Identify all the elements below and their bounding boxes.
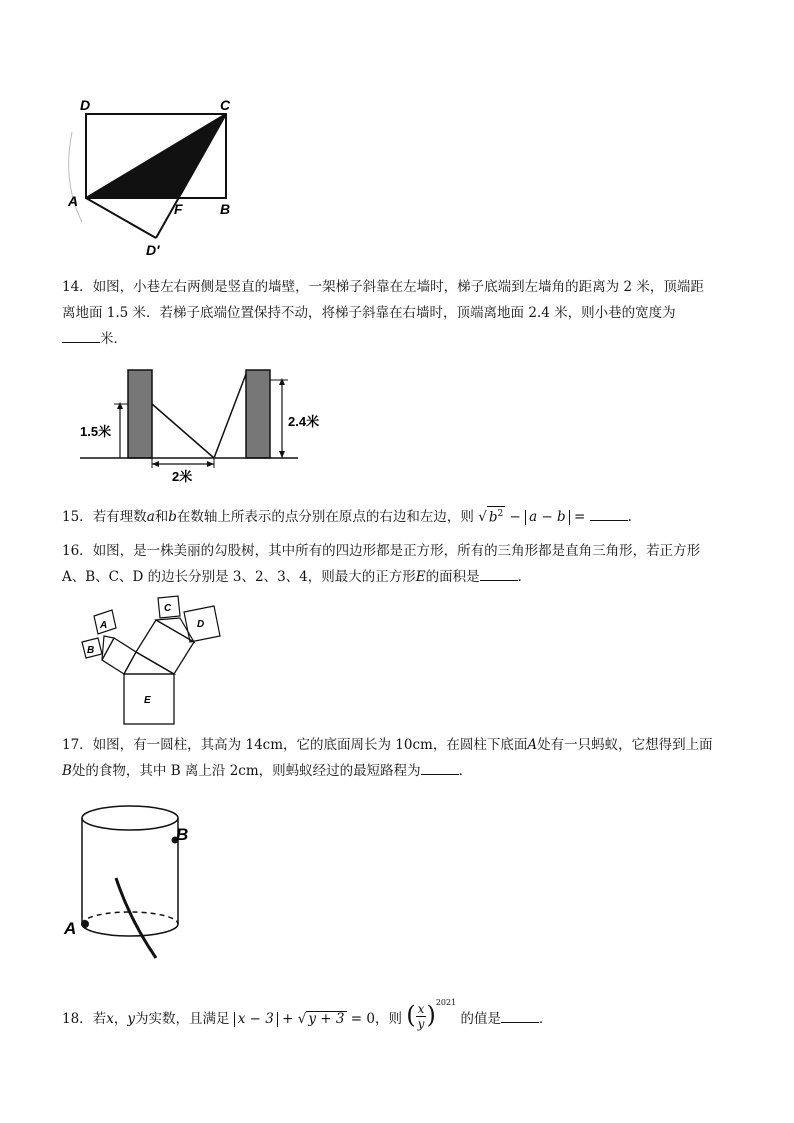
figure-17-cylinder [60,800,210,965]
label-b: B [176,825,189,844]
q15-text: 在数轴上所表示的点分别在原点的右边和左边，则 [176,509,474,525]
q16-answer-blank[interactable] [480,566,518,581]
q17-text-line1-post: 处有一只蚂蚁，它想得到上面 [537,737,713,753]
question-18 [62,986,734,1036]
right-wall [246,370,270,458]
arrow-head [279,451,285,458]
q15-equals: = [574,509,586,525]
segment-ad-prime [86,198,156,238]
label-e: E [144,695,151,706]
label-d: D [80,97,91,113]
q15-abs-expr: a − b [525,510,570,525]
q18-end: ． [538,1011,553,1027]
q15-var-a: a [146,509,155,525]
q18-power-expression: ( $\frac{x}{y}$ )$^{2021}$ [406,998,457,1031]
triangle-right [156,618,194,642]
q15-var-b: b [168,509,177,525]
q16-text-line1: 如图，是一株美丽的勾股树，其中所有的四边形都是正方形，所有的三角形都是直角三角形，若正方形 [92,543,701,559]
q18-comma: ， [113,1011,128,1027]
q18-text: ，则 [375,1011,402,1027]
q16-text-line2: A、B、C、D 的边长分别是 3、2、3、4，则最大的正方形 [62,569,416,585]
q17-number: 17． [62,737,93,753]
triangle-left [102,636,114,660]
q15-answer-blank[interactable] [590,506,628,521]
q18-equation: x − 3 + √ y + 3 = 0 [234,1011,375,1027]
q18-exponent: 2021 [435,998,457,1007]
figure-13-rectangle [62,92,262,267]
q15-number: 15． [62,509,93,525]
arrow-head [207,461,214,467]
label-right-height: 2.4米 [288,414,320,429]
figure-16-pythagoras-tree [76,590,236,726]
q18-text: 若 [92,1011,107,1027]
q14-line3 [62,326,734,352]
point-a [81,920,89,928]
arrow-head [117,402,123,409]
q17-text-line2: 处的食物，其中 B 离上沿 2cm，则蚂蚁经过的最短路程为 [71,763,421,779]
q14-answer-blank[interactable] [62,328,100,343]
q14-line2: 离地面 1.5 米．若梯子底端位置保持不动，将梯子斜靠在右墙时，顶端离地面 2.4 米，则小巷的宽度为 [62,305,676,321]
left-wall [128,370,152,458]
figure-14-alley [74,360,334,490]
label-f: F [174,201,183,217]
question-14 [62,274,734,352]
label-d-prime: D′ [146,242,160,258]
q16-line1 [62,538,734,564]
q16-end: ． [517,569,532,585]
q14-suffix: 米． [100,331,127,347]
label-a: A [64,919,77,938]
q18-sqrt-expr: y + 3 [308,1011,345,1027]
q18-var-x: x [106,1011,114,1027]
q18-text: 为实数，且满足 [134,1011,230,1027]
q18-frac-num: x [417,1002,425,1016]
q15-sqrt-exp: 2 [497,508,504,519]
q17-var-b: B [62,763,72,779]
q15-minus: − [509,509,521,525]
arrow-head [152,461,159,467]
ladder-left [152,404,214,458]
q18-answer-blank[interactable] [501,1008,539,1023]
q17-line2 [62,758,734,784]
q16-number: 16． [62,543,93,559]
q17-var-a: A [527,737,538,753]
question-15 [62,504,734,530]
q14-number: 14． [62,279,93,295]
label-c: C [220,97,231,113]
q15-sqrt-base: b [488,509,498,525]
q16-var-e: E [415,569,426,585]
q18-number: 18． [62,1011,93,1027]
label-a: A [68,193,79,209]
triangle-base [124,652,174,674]
square-left-mid [102,638,136,674]
label-a: A [100,620,108,631]
cylinder-bottom-front [82,924,178,936]
label-b: B [220,201,231,217]
q18-abs-expr: x − 3 [234,1012,278,1027]
cylinder-top [82,806,178,830]
q17-line1 [62,732,734,758]
label-bottom-distance: 2米 [172,469,193,484]
q18-text-post: 的值是 [460,1011,501,1027]
q16-line2 [62,564,734,590]
q18-var-y: y [127,1011,135,1027]
q15-expression: √ $b^2 - a - b$ = [478,509,585,525]
q15-end: . [627,509,632,525]
question-16 [62,538,734,590]
q14-text-line1: 如图，小巷左右两侧是竖直的墙壁，一架梯子斜靠在左墙时，梯子底端到左墙角的距离为 2 米，顶端距 [92,279,704,295]
ladder-right [214,374,246,458]
question-17 [62,732,734,784]
q18-plus: + [282,1011,294,1027]
q15-text: 和 [154,509,169,525]
q18-frac-den: y [417,1017,425,1031]
q16-text-line2-post: 的面积是 [425,569,480,585]
q14-line1 [62,274,734,300]
label-d: D [197,619,205,630]
q15-text: 若有理数 [92,509,147,525]
q17-text-line1: 如图，有一圆柱，其高为 14cm，它的底面周长为 10cm，在圆柱下底面 [92,737,528,753]
arrow-head [279,378,285,385]
q17-end: ． [458,763,473,779]
q18-eq-zero: = 0 [350,1011,375,1027]
label-c: C [164,603,172,614]
ant-path-stroke [116,878,156,958]
label-left-height: 1.5米 [80,424,112,439]
label-b: B [87,645,95,656]
q17-answer-blank[interactable] [421,760,459,775]
